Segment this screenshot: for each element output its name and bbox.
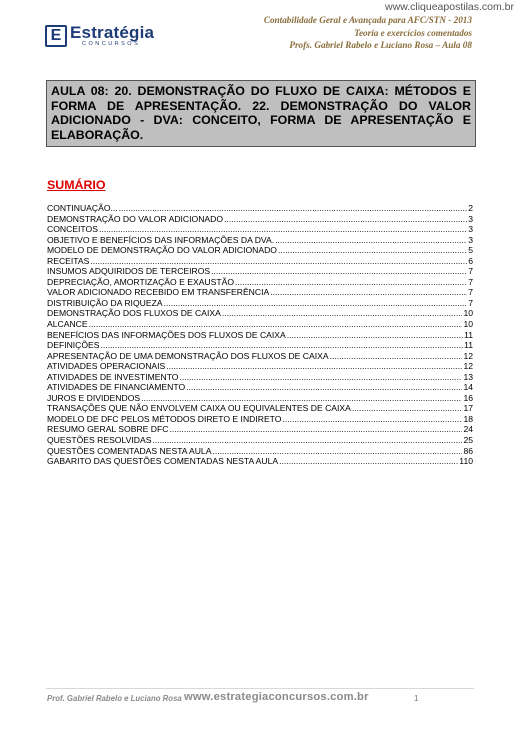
logo-text: [70, 24, 154, 48]
toc-entry-label: BENEFÍCIOS DAS INFORMAÇÕES DOS FLUXOS DE CAIXA: [47, 329, 286, 340]
toc-entry-label: RECEITAS: [47, 255, 90, 266]
toc-entry[interactable]: [47, 414, 473, 425]
toc-entry[interactable]: [47, 424, 473, 435]
toc-dot-leader: [270, 287, 467, 298]
toc-entry[interactable]: [47, 330, 473, 341]
footer-site-link[interactable]: www.estrategiaconcursos.com.br: [184, 691, 369, 703]
toc-entry[interactable]: [47, 319, 473, 330]
toc-entry-page: 13: [463, 371, 473, 382]
toc-dot-leader: [141, 393, 462, 404]
toc-entry-label: TRANSAÇÕES QUE NÃO ENVOLVEM CAIXA OU EQUIVALENTES DE CAIXA: [47, 403, 351, 414]
toc-entry-label: QUESTÕES COMENTADAS NESTA AULA: [47, 445, 212, 456]
toc-entry[interactable]: [47, 224, 473, 235]
toc-entry[interactable]: [47, 351, 473, 362]
toc-entry-page: 12: [463, 361, 473, 372]
toc-dot-leader: [164, 298, 468, 309]
toc-dot-leader: [352, 403, 463, 414]
toc-dot-leader: [212, 446, 462, 457]
toc-entry-label: CONCEITOS: [47, 224, 98, 235]
toc-entry-label: RESUMO GERAL SOBRE DFC: [47, 424, 169, 435]
toc-entry-label: JUROS E DIVIDENDOS: [47, 392, 141, 403]
toc-entry-page: 14: [463, 382, 473, 393]
toc-entry-page: 6: [468, 255, 473, 266]
lesson-title: AULA 08: 20. DEMONSTRAÇÃO DO FLUXO DE CAIXA: MÉTODOS E FORMA DE APRESENTAÇÃO. 22. DEMONSTRAÇÃO DO VALOR ADICIONADO - DVA: CONCEITO, FORMA DE APRESENTAÇÃO E ELABORAÇÃO.: [46, 80, 476, 147]
toc-entry-page: 10: [463, 319, 473, 330]
toc-dot-leader: [152, 435, 462, 446]
toc-entry[interactable]: [47, 393, 473, 404]
header-course: Contabilidade Geral e Avançada para AFC/STN - 2013: [263, 15, 472, 25]
toc-entry-page: 110: [459, 456, 473, 467]
toc-entry[interactable]: [47, 435, 473, 446]
toc-entry[interactable]: [47, 266, 473, 277]
toc-dot-leader: [287, 330, 463, 341]
toc-entry-label: DEFINIÇÕES: [47, 340, 100, 351]
toc-entry-page: 17: [463, 403, 473, 414]
toc-entry-page: 11: [464, 340, 473, 351]
toc-dot-leader: [186, 382, 462, 393]
toc-entry[interactable]: [47, 235, 473, 246]
logo-name: Estratégia: [70, 23, 155, 42]
toc-entry[interactable]: [47, 361, 473, 372]
toc-entry-label: INSUMOS ADQUIRIDOS DE TERCEIROS: [47, 266, 211, 277]
toc-dot-leader: [89, 319, 463, 330]
toc-entry-label: CONTINUAÇÃO...: [47, 203, 118, 213]
toc-entry-page: 2: [468, 203, 473, 213]
toc-entry-label: DEPRECIAÇÃO, AMORTIZAÇÃO E EXAUSTÃO: [47, 276, 235, 287]
toc-entry-label: ALCANCE: [47, 319, 88, 330]
toc-dot-leader: [282, 414, 462, 425]
toc-entry[interactable]: [47, 308, 473, 319]
page-number: 1: [414, 694, 419, 703]
table-of-contents: [47, 203, 473, 467]
toc-entry[interactable]: [47, 446, 473, 457]
toc-entry-page: 5: [468, 245, 473, 256]
toc-entry-page: 7: [468, 266, 473, 277]
toc-entry-label: ATIVIDADES DE INVESTIMENTO: [47, 371, 179, 382]
toc-dot-leader: [224, 214, 467, 225]
toc-entry-page: 10: [463, 308, 473, 319]
toc-dot-leader: [169, 424, 462, 435]
toc-entry-label: MODELO DE DEMONSTRAÇÃO DO VALOR ADICIONADO: [47, 245, 277, 256]
toc-entry-label: OBJETIVO E BENEFÍCIOS DAS INFORMAÇÕES DA DVA.: [47, 234, 275, 245]
toc-dot-leader: [119, 203, 468, 214]
toc-entry[interactable]: [47, 277, 473, 288]
toc-entry-page: 25: [463, 435, 473, 446]
header-info: [264, 14, 472, 52]
toc-entry-page: 24: [463, 424, 473, 435]
toc-entry[interactable]: [47, 382, 473, 393]
toc-entry[interactable]: [47, 214, 473, 225]
toc-dot-leader: [90, 256, 467, 267]
toc-entry-label: DISTRIBUIÇÃO DA RIQUEZA: [47, 297, 163, 308]
toc-entry-label: VALOR ADICIONADO RECEBIDO EM TRANSFERÊNCIA: [47, 287, 270, 298]
header-subtitle: Teoria e exercícios comentados: [354, 27, 472, 38]
toc-dot-leader: [179, 372, 462, 383]
logo-mark-icon: E: [45, 25, 67, 47]
footer-authors: Prof. Gabriel Rabelo e Luciano Rosa: [47, 694, 182, 703]
toc-dot-leader: [166, 361, 462, 372]
toc-entry-page: 86: [463, 445, 473, 456]
toc-dot-leader: [222, 308, 463, 319]
estrategia-logo: [45, 24, 154, 48]
toc-entry-page: 7: [468, 297, 473, 308]
toc-entry-label: ATIVIDADES OPERACIONAIS: [47, 361, 166, 372]
toc-entry[interactable]: [47, 287, 473, 298]
toc-entry-page: 3: [468, 213, 473, 224]
toc-entry-label: DEMONSTRAÇÃO DOS FLUXOS DE CAIXA: [47, 308, 221, 319]
toc-entry-page: 18: [463, 413, 473, 424]
toc-entry-page: 16: [463, 392, 473, 403]
toc-dot-leader: [278, 245, 467, 256]
toc-entry-page: 11: [464, 329, 473, 340]
toc-entry[interactable]: [47, 245, 473, 256]
toc-entry[interactable]: [47, 203, 473, 214]
logo-subtitle: CONCURSOS: [82, 41, 141, 47]
toc-dot-leader: [235, 277, 467, 288]
toc-entry-page: 12: [463, 350, 473, 361]
toc-entry-page: 3: [468, 224, 473, 235]
toc-dot-leader: [211, 266, 467, 277]
toc-dot-leader: [99, 224, 467, 235]
footer-divider: [46, 688, 474, 689]
toc-entry-label: DEMONSTRAÇÃO DO VALOR ADICIONADO: [47, 213, 224, 224]
toc-dot-leader: [275, 235, 467, 246]
toc-dot-leader: [101, 340, 464, 351]
toc-entry-label: MODELO DE DFC PELOS MÉTODOS DIRETO E INDIRETO: [47, 413, 282, 424]
toc-dot-leader: [330, 351, 463, 362]
toc-entry[interactable]: [47, 298, 473, 309]
summary-heading: SUMÁRIO: [47, 178, 106, 192]
toc-entry-page: 7: [468, 287, 473, 298]
toc-entry[interactable]: [47, 256, 473, 267]
toc-entry[interactable]: [47, 456, 473, 467]
toc-entry-label: GABARITO DAS QUESTÕES COMENTADAS NESTA AULA: [47, 456, 279, 467]
toc-entry[interactable]: [47, 403, 473, 414]
toc-dot-leader: [279, 456, 458, 467]
toc-entry[interactable]: [47, 372, 473, 383]
toc-entry-label: ATIVIDADES DE FINANCIAMENTO: [47, 382, 186, 393]
toc-entry-label: QUESTÕES RESOLVIDAS: [47, 435, 152, 446]
toc-entry-page: 7: [468, 276, 473, 287]
toc-entry-label: APRESENTAÇÃO DE UMA DEMONSTRAÇÃO DOS FLUXOS DE CAIXA: [47, 350, 329, 361]
header-professors: Profs. Gabriel Rabelo e Luciano Rosa – Aula 08: [289, 40, 472, 50]
toc-entry-page: 3: [468, 234, 473, 245]
toc-entry[interactable]: [47, 340, 473, 351]
site-url: www.cliqueapostilas.com.br: [385, 1, 514, 13]
